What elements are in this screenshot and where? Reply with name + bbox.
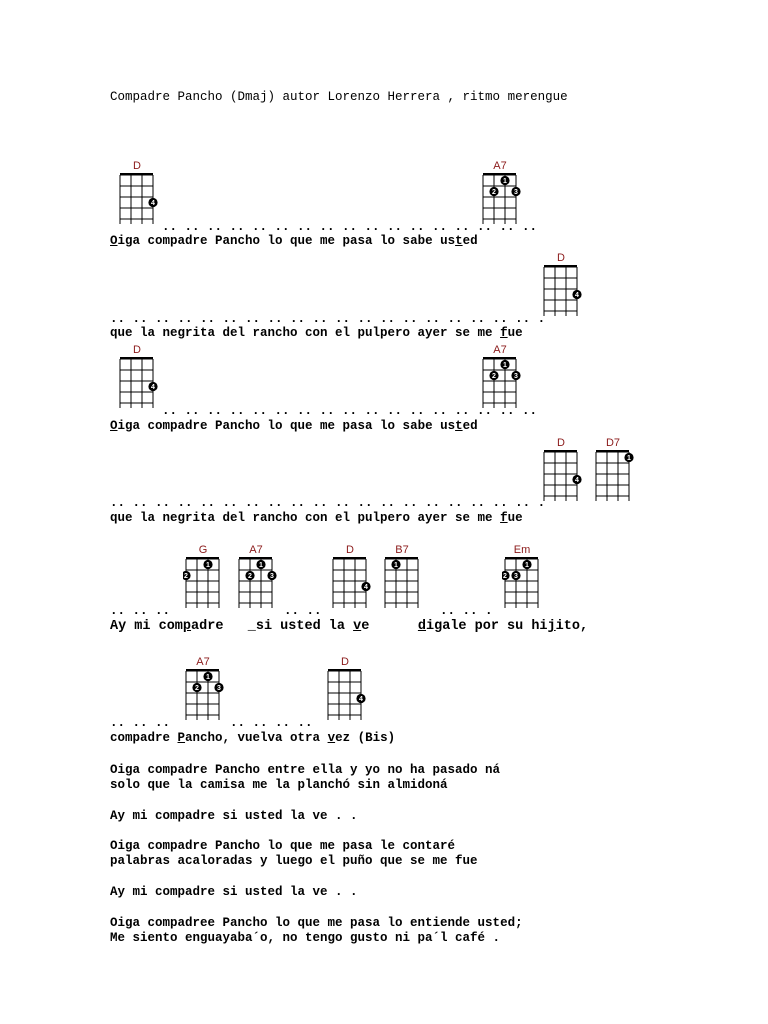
chord-name: A7 [196,656,210,668]
fretboard [325,666,371,724]
finger-number: 1 [627,455,631,463]
finger-number: 3 [514,189,518,197]
chord-diagram-d [541,437,581,501]
dots-spacer: .. .. .. .. .. .. .. .. .. .. .. .. .. .. .. .. .. [162,404,538,418]
verse-line: solo que la camisa me la planchó sin almidoná [110,778,448,792]
chord-name: A7 [493,344,507,356]
fretboard [502,554,548,612]
verse-line: Me siento enguayaba´o, no tengo gusto ni pa´l café . [110,931,501,945]
lyric-line-1: Oiga compadre Pancho lo que me pasa lo sabe usted [110,234,478,248]
verse-line: Oiga compadre Pancho lo que me pasa le contaré [110,839,456,853]
dots-spacer: .. .. .. .. [230,716,313,730]
verse-line: Ay mi compadre si usted la ve . . [110,809,358,823]
chord-diagram-d [541,252,581,316]
chord-name: D [133,344,141,356]
finger-number: 1 [503,178,507,186]
finger-number: 3 [514,373,518,381]
lyric-line-6: compadre Pancho, vuelva otra vez (Bis) [110,731,396,745]
dots-spacer: .. .. .. .. .. .. .. .. .. .. .. .. .. .. .. .. .. .. .. . [110,312,546,326]
song-title: Compadre Pancho (Dmaj) autor Lorenzo Herrera , ritmo merengue [110,90,568,104]
fretboard [541,447,587,505]
finger-number: 3 [514,573,518,581]
chord-diagram-a7 [480,160,520,224]
lyric-line-3: Oiga compadre Pancho lo que me pasa lo sabe usted [110,419,478,433]
finger-number: 3 [270,573,274,581]
lyric-line-2: que la negrita del rancho con el pulpero ayer se me fue [110,326,523,340]
chord-diagram-a7 [480,344,520,408]
chord-name: Em [513,544,531,556]
chord-name: D [133,160,141,172]
finger-number: 1 [259,562,263,570]
fretboard [236,554,282,612]
fretboard [117,170,163,228]
chord-name: D [341,656,349,668]
chord-diagram-d [117,344,157,408]
lyric-line-4: que la negrita del rancho con el pulpero ayer se me fue [110,511,523,525]
chord-name: D7 [605,437,621,449]
finger-number: 4 [575,477,579,485]
dots-spacer: .. .. .. [110,604,171,618]
finger-number: 2 [492,373,496,381]
finger-number: 1 [525,562,529,570]
fretboard [330,554,376,612]
fretboard [117,354,163,412]
finger-number: 2 [248,573,252,581]
chord-diagram-d7 [593,437,633,501]
chord-name: G [198,544,208,556]
fretboard [183,554,229,612]
finger-number: 4 [364,584,368,592]
finger-number: 1 [206,674,210,682]
finger-number: 4 [575,292,579,300]
chord-name: D [346,544,354,556]
verse-line: palabras acaloradas y luego el puño que se me fue [110,854,478,868]
dots-spacer: .. .. .. .. .. .. .. .. .. .. .. .. .. .. .. .. .. .. .. . [110,496,546,510]
chord-diagram-g [183,544,223,608]
chord-name: D [557,252,565,264]
finger-number: 2 [184,573,188,581]
fretboard [541,262,587,320]
dots-spacer: .. .. [284,604,322,618]
finger-number: 3 [217,685,221,693]
chord-name: D [557,437,565,449]
fretboard [183,666,229,724]
finger-number: 4 [151,200,155,208]
fretboard [593,447,639,505]
finger-number: 2 [195,685,199,693]
finger-number: 2 [492,189,496,197]
chord-diagram-d [325,656,365,720]
chord-diagram-d [117,160,157,224]
verse-line: Oiga compadre Pancho entre ella y yo no ha pasado ná [110,763,501,777]
verse-line: Ay mi compadre si usted la ve . . [110,885,358,899]
finger-number: 4 [151,384,155,392]
lyric-line-5: Ay mi compadre _si usted la ve digale por su hijito, [110,619,589,634]
dots-spacer: .. .. . [440,604,493,618]
chord-name: A7 [249,544,263,556]
finger-number: 2 [503,573,507,581]
chord-name: B7 [395,544,409,556]
chord-diagram-em [502,544,542,608]
finger-number: 1 [503,362,507,370]
chord-diagram-a7 [183,656,223,720]
finger-number: 1 [394,562,398,570]
chord-name: A7 [493,160,507,172]
dots-spacer: .. .. .. .. .. .. .. .. .. .. .. .. .. .. .. .. .. [162,220,538,234]
verse-line: Oiga compadree Pancho lo que me pasa lo entiende usted; [110,916,523,930]
dots-spacer: .. .. .. [110,716,171,730]
chord-diagram-b7 [382,544,422,608]
chord-diagram-d [330,544,370,608]
finger-number: 4 [359,696,363,704]
fretboard [382,554,428,612]
finger-number: 1 [206,562,210,570]
chord-diagram-a7 [236,544,276,608]
